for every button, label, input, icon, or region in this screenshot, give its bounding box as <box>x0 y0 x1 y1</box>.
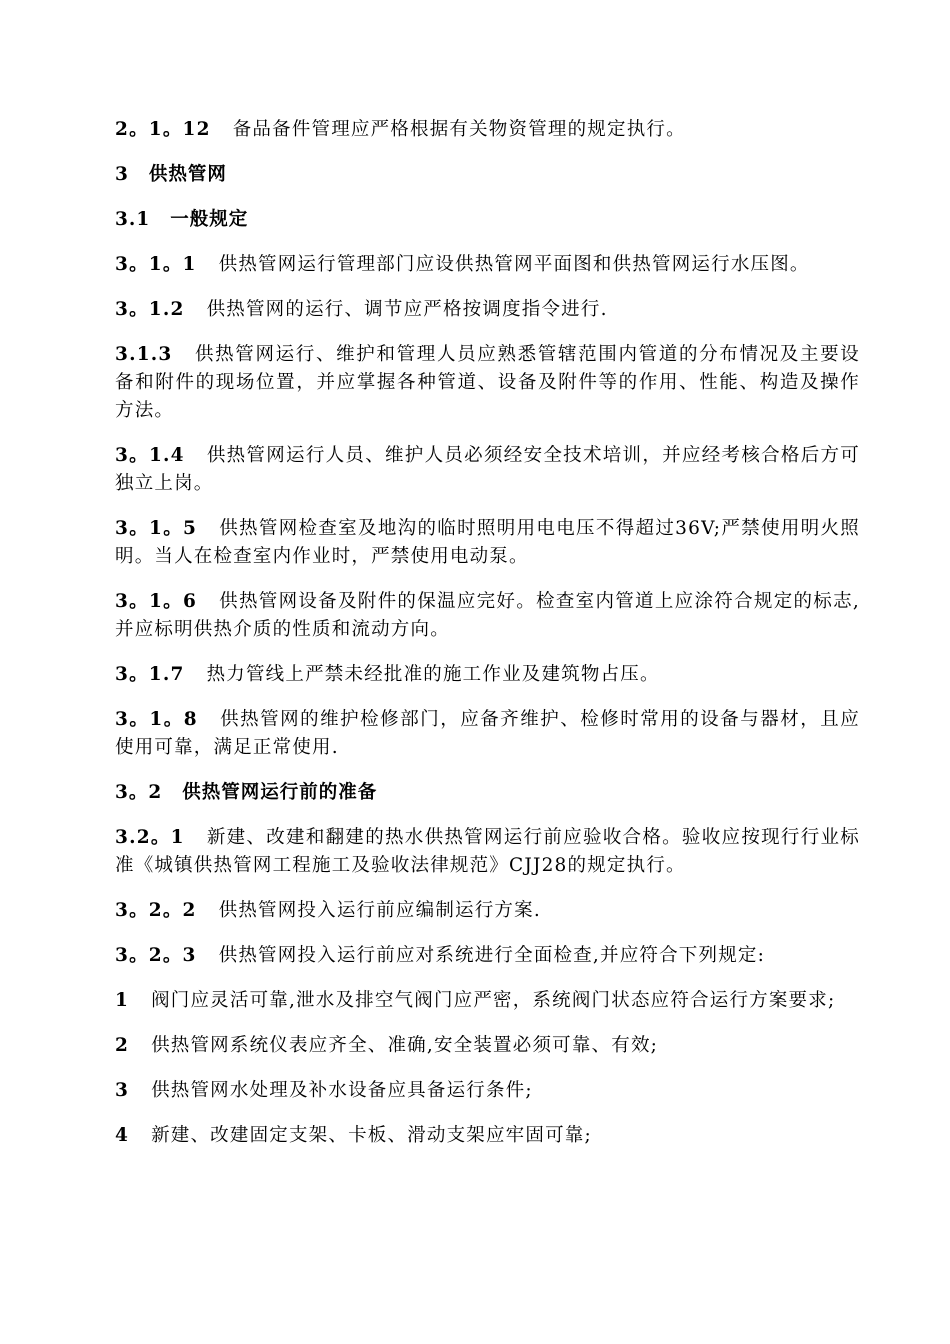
clause-text: 供热管网投入运行前应编制运行方案. <box>218 900 541 921</box>
clause-text: 供热管网投入运行前应对系统进行全面检查,并应符合下列规定: <box>218 945 766 966</box>
clause-number: 3。1。1 <box>115 254 197 275</box>
clause-number: 3。1。8 <box>115 709 198 730</box>
list-text: 新建、改建固定支架、卡板、滑动支架应牢固可靠; <box>151 1125 592 1146</box>
paragraph-3-1-5 <box>115 515 860 571</box>
list-item-2 <box>115 1032 860 1060</box>
clause-number: 3.1 <box>115 209 151 230</box>
list-item-4 <box>115 1122 860 1150</box>
clause-text: 供热管网的维护检修部门，应备齐维护、检修时常用的设备与器材，且应使用可靠，满足正常使用. <box>115 709 860 758</box>
clause-number: 3。2 <box>115 782 163 803</box>
document-page <box>115 116 860 1167</box>
list-number: 3 <box>115 1080 130 1101</box>
paragraph-3-2-3 <box>115 942 860 970</box>
paragraph-3-2-2 <box>115 897 860 925</box>
clause-number: 3。2。2 <box>115 900 197 921</box>
clause-text: 供热管网运行、维护和管理人员应熟悉管辖范围内管道的分布情况及主要设备和附件的现场位置，并应掌握各种管道、设备及附件等的作用、性能、构造及操作方法。 <box>115 344 860 421</box>
clause-text: 供热管网检查室及地沟的临时照明用电电压不得超过36V;严禁使用明火照明。当人在检查室内作业时，严禁使用电动泵。 <box>115 518 860 567</box>
clause-number: 3.1.3 <box>115 344 173 365</box>
list-number: 1 <box>115 990 130 1011</box>
paragraph-3-1-7 <box>115 661 860 689</box>
list-text: 阀门应灵活可靠,泄水及排空气阀门应严密，系统阀门状态应符合运行方案要求; <box>151 990 836 1011</box>
clause-text: 供热管网 <box>148 164 227 185</box>
clause-number: 3。1。6 <box>115 591 198 612</box>
clause-number: 3。1。5 <box>115 518 198 539</box>
clause-text: 热力管线上严禁未经批准的施工作业及建筑物占压。 <box>206 664 660 685</box>
list-number: 2 <box>115 1035 130 1056</box>
clause-text: 一般规定 <box>170 209 249 230</box>
clause-text: 供热管网运行人员、维护人员必须经安全技术培训，并应经考核合格后方可独立上岗。 <box>115 445 860 494</box>
clause-number: 2。1。12 <box>115 119 211 140</box>
paragraph-3-1-3 <box>115 341 860 425</box>
list-text: 供热管网系统仪表应齐全、准确,安全装置必须可靠、有效; <box>151 1035 659 1056</box>
paragraph-3-1-1 <box>115 251 860 279</box>
paragraph-3-1-4 <box>115 442 860 498</box>
list-text: 供热管网水处理及补水设备应具备运行条件; <box>151 1080 533 1101</box>
paragraph-3-2-1 <box>115 824 860 880</box>
list-number: 4 <box>115 1125 130 1146</box>
clause-text: 新建、改建和翻建的热水供热管网运行前应验收合格。验收应按现行行业标准《城镇供热管网工程施工及验收法律规范》CJJ28的规定执行。 <box>115 827 860 876</box>
paragraph-3-1-2 <box>115 296 860 324</box>
section-heading-3-1 <box>115 206 860 234</box>
list-item-3 <box>115 1077 860 1105</box>
clause-number: 3。2。3 <box>115 945 197 966</box>
clause-number: 3。1.7 <box>115 664 185 685</box>
clause-number: 3.2。1 <box>115 827 185 848</box>
clause-number: 3。1.2 <box>115 299 185 320</box>
clause-number: 3。1.4 <box>115 445 185 466</box>
paragraph-3-1-6 <box>115 588 860 644</box>
clause-text: 供热管网运行管理部门应设供热管网平面图和供热管网运行水压图。 <box>218 254 810 275</box>
section-heading-3 <box>115 161 860 189</box>
paragraph-3-1-8 <box>115 706 860 762</box>
list-item-1 <box>115 987 860 1015</box>
clause-text: 备品备件管理应严格根据有关物资管理的规定执行。 <box>232 119 686 140</box>
section-heading-3-2 <box>115 779 860 807</box>
paragraph-2-1-12 <box>115 116 860 144</box>
clause-text: 供热管网设备及附件的保温应完好。检查室内管道上应涂符合规定的标志,并应标明供热介质的性质和流动方向。 <box>115 591 861 640</box>
clause-text: 供热管网的运行、调节应严格按调度指令进行. <box>206 299 608 320</box>
clause-text: 供热管网运行前的准备 <box>182 782 378 803</box>
clause-number: 3 <box>115 164 129 185</box>
